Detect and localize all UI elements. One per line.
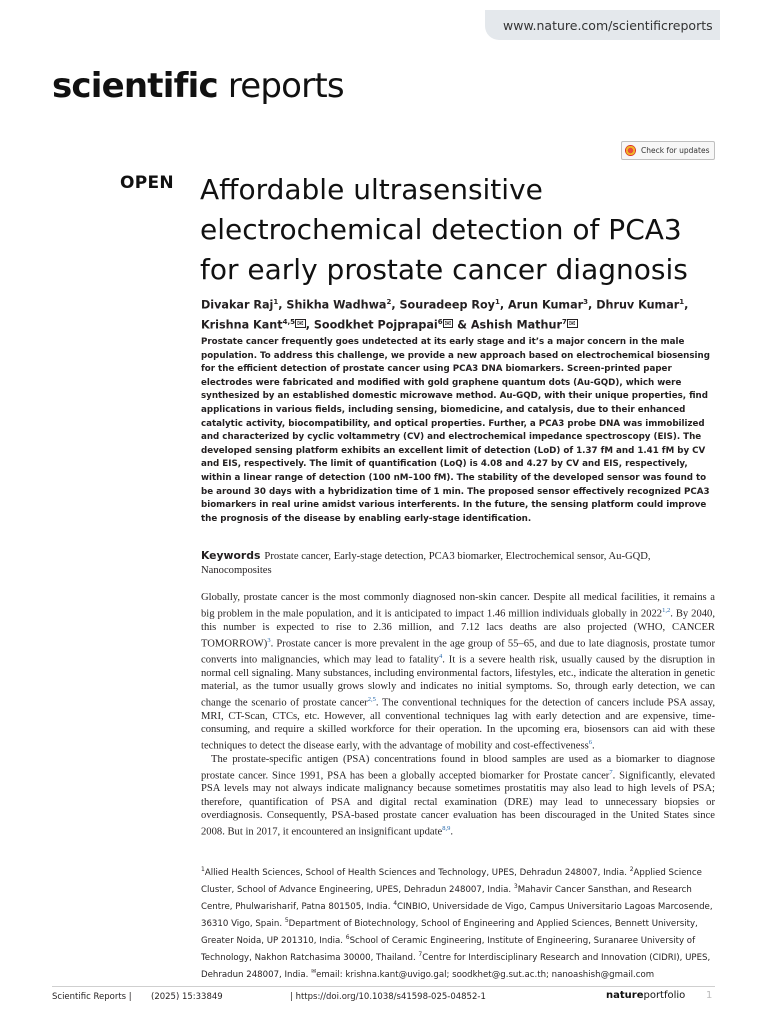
author-name: Shikha Wadhwa: [286, 298, 387, 312]
article-title: Affordable ultrasensitive electrochemical detection of PCA3 for early prostate cancer diagnosis: [200, 173, 688, 286]
body-text: [201, 591, 715, 838]
email-icon[interactable]: ✉: [444, 319, 452, 329]
author-affiliation-marker: 1: [273, 298, 279, 306]
footer-volume: (2025) 15:33849: [151, 992, 223, 1002]
journal-url[interactable]: www.nature.com/scientificreports: [503, 17, 713, 33]
affiliations: $^1$Allied Health Sciences, School of Health Sciences and Technology, UPES, Dehradun 248007, India. $^2$Applied Science Cluster, School of Advance Engineering, UPES, Dehradun 248007, India. $^3$Mahavir Cancer Sansthan, and Research Centre, Phulwarisharif, Patna 801505, India. $^4$CINBIO, Universidade de Vigo, Campus Universitario Lagoas Marcosende, 36310 Vigo, Spain. $^5$Department of Biotechnology, School of Engineering and Applied Sciences, Bennett University, Greater Noida, UP 201310, India. $^6$School of Ceramic Engineering, Institute of Engineering, Suranaree University of Technology, Nakhon Ratchasima 30000, Thailand. $^7$Centre for Interdisciplinary Research and Innovation (CIDRI), UPES, Dehradun 248007, India. ✉email: krishna.kant@uvigo.gal; soodkhet@g.sut.ac.th; nanoashish@gmail.com: [201, 866, 713, 981]
journal-logo-bold: scientific: [52, 66, 218, 106]
citation-link[interactable]: 7: [609, 768, 613, 776]
corresponding-emails[interactable]: email: krishna.kant@uvigo.gal; soodkhet@g.sut.ac.th; nanoashish@gmail.com: [316, 970, 655, 981]
author-affiliation-marker: 1: [494, 298, 500, 306]
author-affiliation-marker: 2: [386, 298, 392, 306]
footer-doi-link[interactable]: | https://doi.org/10.1038/s41598-025-04852-1: [290, 992, 486, 1002]
author-affiliation-marker: 1: [679, 298, 685, 306]
check-for-updates-button[interactable]: [621, 141, 715, 160]
body-paragraph-2: The prostate-specific antigen (PSA) concentrations found in blood samples are used as a biomarker to diagnose prostate cancer. Since 1991, PSA has been a globally accepted biomarker for Prostate cancer$^7$. Significantly, elevated PSA levels may not always indicate malignancy because sometimes prostatitis may also lead to high levels of PSA; therefore, quantification of PSA and digital rectal examination (DRE) may lead to unnecessary biopsies or overdiagnosis. Consequently, PSA-based prostate cancer evaluation has been discouraged in the United States since 2008. But in 2017, it encountered an insignificant update$^{8,9}$.: [201, 753, 715, 838]
page-number: 1: [706, 990, 713, 1001]
journal-url-bar[interactable]: [485, 10, 720, 40]
open-access-label: OPEN: [120, 173, 174, 193]
author-name: Krishna Kant: [201, 318, 283, 332]
keywords: [201, 549, 717, 578]
keywords-heading: Keywords: [201, 549, 261, 562]
author-name: Dhruv Kumar: [596, 298, 680, 312]
author-affiliation-marker: 3: [583, 298, 589, 306]
author-list: Divakar Raj$^1$, Shikha Wadhwa$^2$, Souradeep Roy$^1$, Arun Kumar$^3$, Dhruv Kumar$^1$, Krishna Kant$^{4,5}$ ✉ , Soodkhet Pojprapai$^6$ ✉ & Ashish Mathur$^7$ ✉: [201, 298, 689, 332]
check-updates-label: Check for updates: [641, 146, 710, 155]
author-name: Ashish Mathur: [470, 318, 562, 332]
author-affiliation-marker: 4,5: [282, 317, 295, 326]
author-affiliation-marker: 7: [561, 317, 567, 326]
citation-link[interactable]: 2,5: [367, 696, 376, 704]
footer-divider: [52, 986, 715, 987]
citation-link[interactable]: 3: [267, 636, 271, 644]
publisher-logo: natureportfolio: [606, 990, 686, 1001]
email-icon: ✉: [311, 968, 317, 976]
email-icon[interactable]: ✉: [297, 319, 304, 329]
citation-link[interactable]: 1,2: [662, 607, 671, 615]
citation-link[interactable]: 8,9: [442, 824, 451, 832]
abstract: Prostate cancer frequently goes undetected at its early stage and it’s a major concern in the male population. To address this challenge, we provide a new approach based on electrochemical biosensing for the efficient detection of prostate cancer using PCA3 DNA biomarkers. Screen-printed paper electrodes were fabricated and modified with gold graphene quantum dots (Au-GQD), which were synthesized by an established domestic microwave method. Au-GQD, with their unique properties, find applications in various fields, including sensing, biomedicine, and catalysis, due to their enhanced catalytic activity, biocompatibility, and optical properties. Further, a PCA3 probe DNA was immobilized and characterized by cyclic voltammetry (CV) and electrochemical impedance spectroscopy (EIS). The developed sensing platform exhibits an excellent limit of detection (LoD) of 1.37 fM and 1.41 fM by CV and EIS, respectively. The limit of quantification (LoQ) is 4.08 and 4.27 by CV and EIS, respectively, within a linear range of detection (100 nM–100 fM). The stability of the developed sensor was found to be around 30 days with a hybridization time of 1 min. The proposed sensor effectively recognized PCA3 biomarkers in real urine amidst various interferents. In the future, the sensing platform could improve the prognosis of the disease by enabling early-stage identification.: [201, 337, 710, 524]
citation-link[interactable]: 4: [438, 653, 443, 661]
author-name: Divakar Raj: [201, 298, 274, 312]
citation-link[interactable]: 6: [588, 739, 592, 747]
author-name: Arun Kumar: [508, 298, 584, 312]
body-paragraph-1: Globally, prostate cancer is the most commonly diagnosed non-skin cancer. Despite all medical facilities, it remains a big problem in the male population, and it is anticipated to impact 1.46 million individuals globally in 2022$^{1,2}$. By 2040, this number is expected to rise to 2.36 million, and 7.12 lacs deaths are also projected (WHO, CANCER TOMORROW)$^3$. Prostate cancer is more prevalent in the age group of 55–65, and due to late diagnosis, prostate tumor converts into malignancies, which may lead to fatality$^4$. It is a severe health risk, usually caused by the disruption in normal cell signaling. Many substances, including environmental factors, lifestyles, etc., indicate the alteration in genetic material, as the tumor usually grows slowly and indicates no initial symptoms. So, through early detection, we can change the scenario of prostate cancer$^{2,5}$. The conventional techniques for the detection of cancers include PSA assay, MRI, CT-Scan, CTCs, etc. However, all conventional techniques lag with early detection and are expensive, time-consuming, and require a skilled workforce for their operation. In the upcoming era, biosensors can aid with these techniques to detect the disease early, with the advantage of mobility and cost-effectiveness$^6$.: [201, 592, 716, 752]
journal-logo-light: reports: [227, 66, 344, 106]
author-name: Soodkhet Pojprapai: [313, 318, 438, 332]
footer-journal: Scientific Reports |: [52, 992, 132, 1002]
crossmark-icon: [625, 145, 636, 156]
author-affiliation-marker: 6: [437, 317, 443, 326]
email-icon[interactable]: ✉: [568, 319, 576, 329]
author-name: Souradeep Roy: [399, 298, 495, 312]
keywords-list: Prostate cancer, Early-stage detection, PCA3 biomarker, Electrochemical sensor, Au-GQD, Nanocomposites: [201, 551, 651, 576]
journal-logo: [52, 66, 344, 106]
